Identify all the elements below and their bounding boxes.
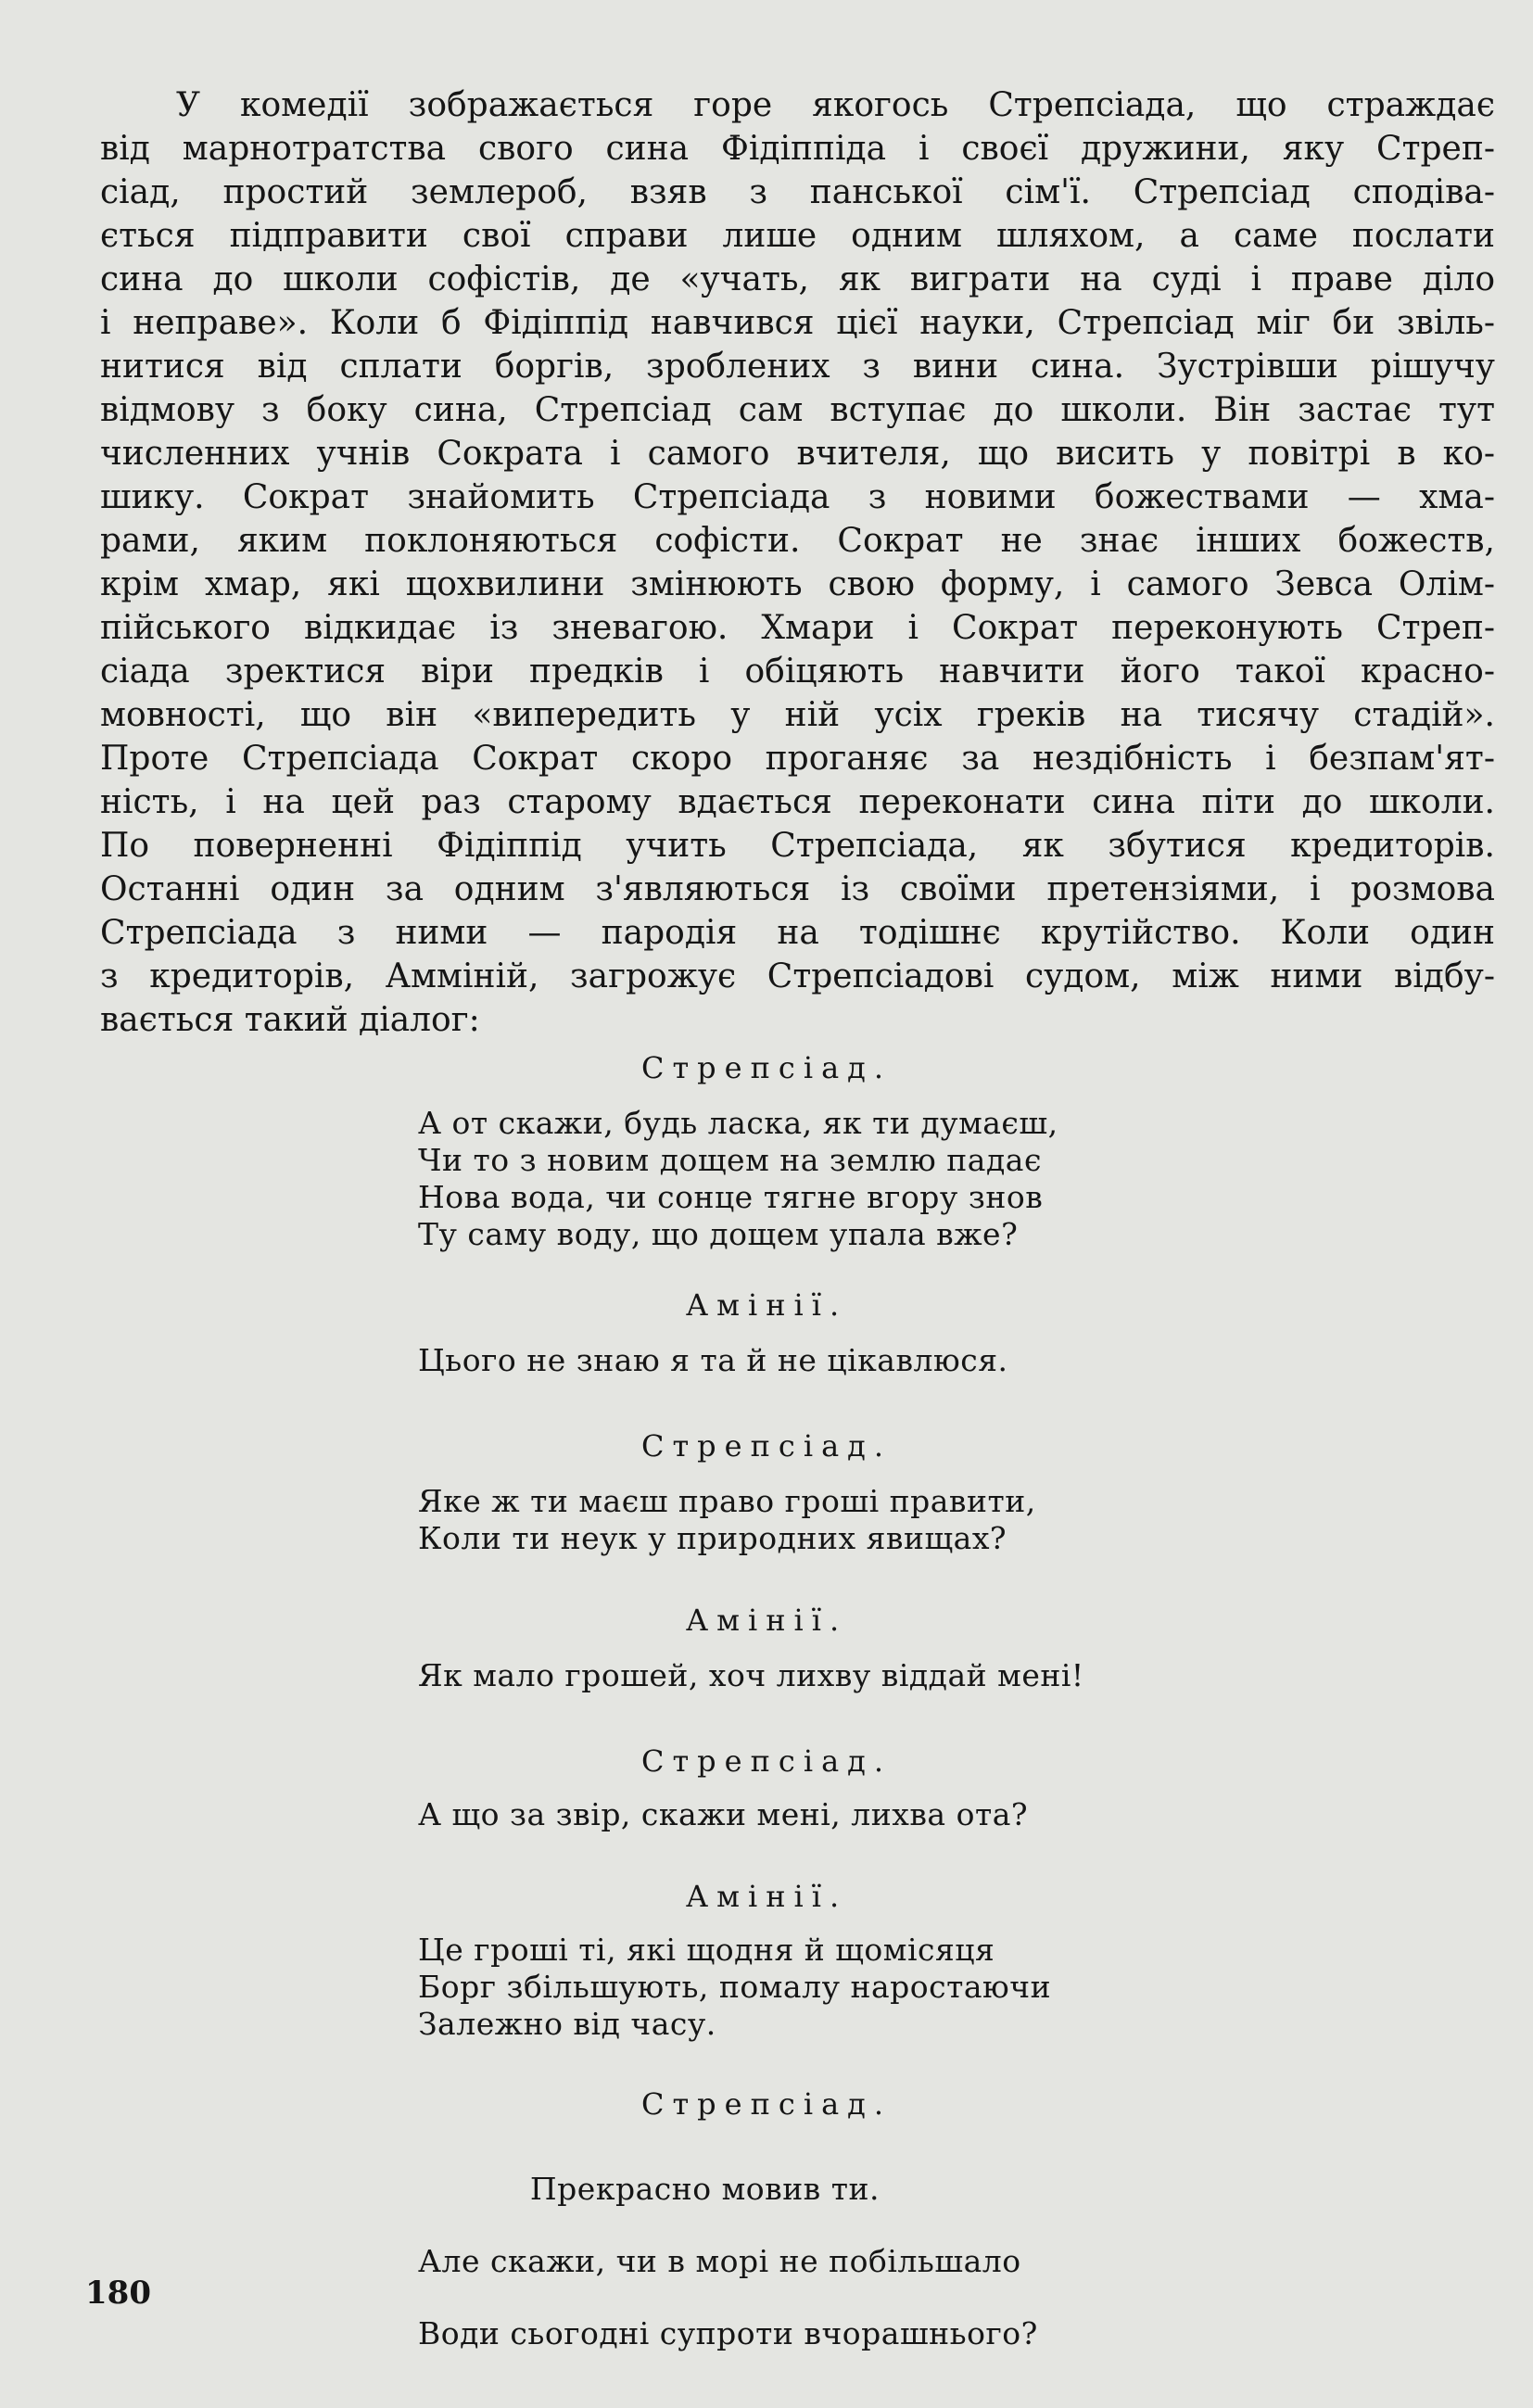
verse-line: Нова вода, чи сонце тягне вгору знов <box>418 1179 1044 1215</box>
prose-line: мовності, що він «випередить у ній усіх греків на тисячу стадій». <box>100 696 1495 734</box>
prose-line: вається такий діалог: <box>100 1001 480 1039</box>
prose-line: нитися від сплати боргів, зроблених з вини сина. Зустрівши рішучу <box>100 348 1495 386</box>
verse-line: Чи то з новим дощем на землю падає <box>418 1142 1042 1178</box>
prose-line: шику. Сократ знайомить Стрепсіада з новими божествами — хма- <box>100 478 1495 516</box>
verse-line: Ту саму воду, що дощем упала вже? <box>418 1216 1019 1252</box>
verse-block <box>418 1105 1438 1253</box>
speaker-name: Стрепсіад. <box>640 1743 893 1779</box>
prose-line: пійського відкидає із зневагою. Хмари і Сократ переконують Стреп- <box>100 609 1495 647</box>
speaker-name: Стрепсіад. <box>640 1050 893 1085</box>
page-number: 180 <box>85 2275 151 2312</box>
prose-line: від марнотратства свого сина Фідіппіда і своєї дружини, яку Стреп- <box>100 130 1495 168</box>
verse-line: Борг збільшують, помалу наростаючи <box>418 1969 1052 2005</box>
verse-line: А що за звір, скажи мені, лихва ота? <box>418 1796 1029 1832</box>
verse-block <box>418 1483 1438 1557</box>
verse-line: Прекрасно мовив ти. <box>418 2171 880 2207</box>
prose-line: рами, яким поклоняються софісти. Сократ не знає інших божеств, <box>100 522 1495 560</box>
verse-line: Коли ти неук у природних явищах? <box>418 1520 1007 1556</box>
prose-line: Останні один за одним з'являються із своїми претензіями, і розмова <box>100 870 1495 908</box>
verse-line: А от скажи, будь ласка, як ти думаєш, <box>418 1105 1058 1141</box>
speaker-name: Стрепсіад. <box>640 1428 893 1464</box>
prose-line: По поверненні Фідіппід учить Стрепсіада, як збутися кредиторів. <box>100 827 1495 865</box>
verse-line: Як мало грошей, хоч лихву віддай мені! <box>418 1657 1084 1693</box>
prose-line: Стрепсіада з ними — пародія на тодішнє крутійство. Коли один <box>100 914 1495 952</box>
speaker-name: Амінії. <box>685 1879 848 1914</box>
speaker-name: Стрепсіад. <box>640 2086 893 2122</box>
verse-block <box>418 1796 1438 1833</box>
prose-line: сина до школи софістів, де «учать, як виграти на суді і праве діло <box>100 260 1495 298</box>
prose-line: відмову з боку сина, Стрепсіад сам вступає до школи. Він застає тут <box>100 391 1495 429</box>
verse-line: Залежно від часу. <box>418 2006 716 2042</box>
verse-block <box>418 1342 1438 1379</box>
speaker-name: Амінії. <box>685 1603 848 1638</box>
prose-line: з кредиторів, Амміній, загрожує Стрепсіадові судом, між ними відбу- <box>100 957 1495 995</box>
prose-line: сіада зректися віри предків і обіцяють навчити його такої красно- <box>100 653 1495 691</box>
prose-line: і неправе». Коли б Фідіппід навчився цієї науки, Стрепсіад міг би звіль- <box>100 304 1495 342</box>
verse-block <box>418 1657 1438 1694</box>
prose-paragraph <box>100 83 1495 1042</box>
prose-line: крім хмар, які щохвилини змінюють свою форму, і самого Зевса Олім- <box>100 565 1495 603</box>
prose-line: У комедії зображається горе якогось Стрепсіада, що страждає <box>176 86 1495 124</box>
prose-line: Проте Стрепсіада Сократ скоро проганяє за нездібність і безпам'ят- <box>100 740 1495 778</box>
speaker-name: Амінії. <box>685 1287 848 1323</box>
verse-block <box>418 1932 1438 2043</box>
prose-line: сіад, простий землероб, взяв з панської сім'ї. Стрепсіад сподіва- <box>100 173 1495 211</box>
prose-line: ється підправити свої справи лише одним шляхом, а саме послати <box>100 217 1495 255</box>
verse-line: Це гроші ті, які щодня й щомісяця <box>418 1932 995 1968</box>
prose-line: численних учнів Сократа і самого вчителя, що висить у повітрі в ко- <box>100 435 1495 473</box>
verse-line: Цього не знаю я та й не цікавлюся. <box>418 1342 1008 1378</box>
verse-line: Води сьогодні супроти вчорашнього? <box>418 2315 1038 2351</box>
verse-line: Яке ж ти маєш право гроші правити, <box>418 1483 1036 1519</box>
verse-line: Але скажи, чи в морі не побільшало <box>418 2243 1021 2279</box>
prose-line: ність, і на цей раз старому вдається переконати сина піти до школи. <box>100 783 1495 821</box>
verse-block <box>418 2136 1438 2388</box>
